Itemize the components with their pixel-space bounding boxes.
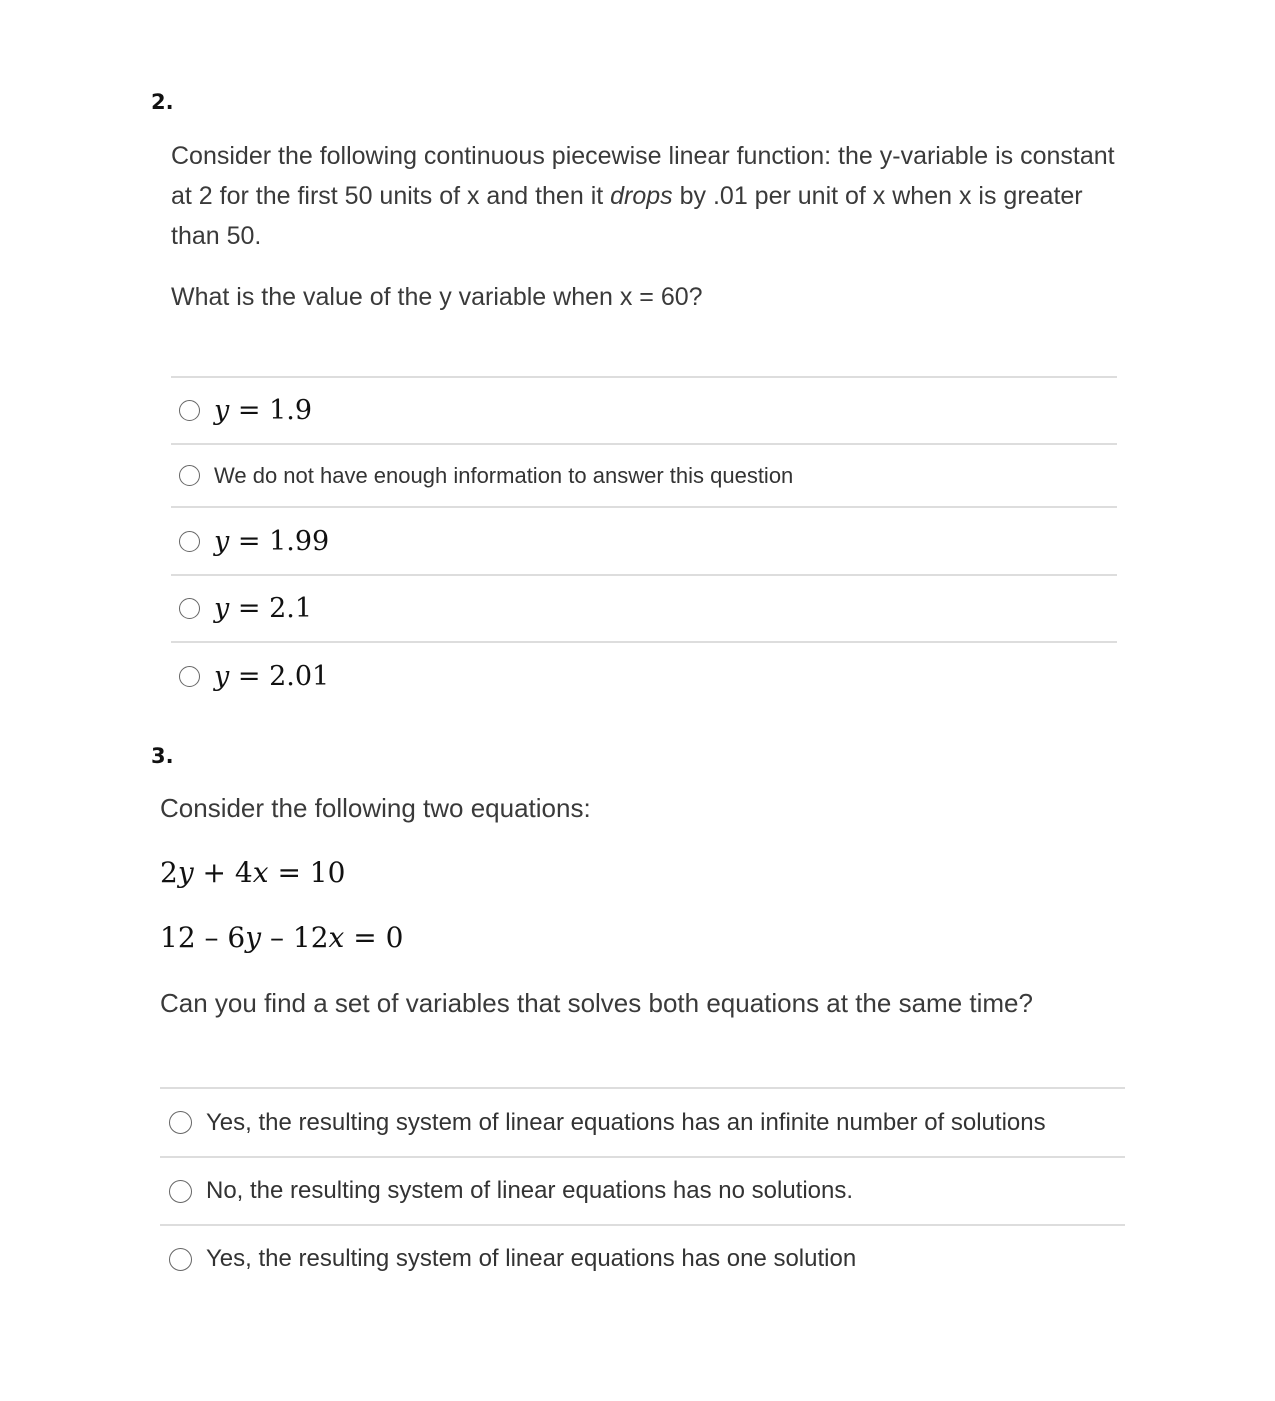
equation-1 xyxy=(160,853,345,893)
question-text: Can you find a set of variables that solves both equations at the same time? xyxy=(160,988,1033,1018)
question-prompt xyxy=(171,136,1121,256)
math-variable: y xyxy=(245,921,262,954)
answer-option[interactable] xyxy=(171,576,1117,643)
math-variable: y xyxy=(214,525,230,557)
prompt-emphasis: drops xyxy=(610,182,673,210)
answer-option[interactable] xyxy=(171,643,1117,709)
answer-option[interactable] xyxy=(171,445,1117,508)
answer-options xyxy=(160,1087,1125,1292)
radio-button[interactable] xyxy=(179,666,200,687)
math-operator: = xyxy=(229,660,270,692)
math-variable: y xyxy=(177,856,194,889)
math-value: 1.99 xyxy=(269,525,330,557)
answer-option[interactable] xyxy=(160,1158,1125,1226)
radio-button[interactable] xyxy=(169,1248,192,1271)
option-label: We do not have enough information to answer this question xyxy=(214,462,794,488)
math-operator: = xyxy=(229,395,270,426)
question-number: 3. xyxy=(151,744,174,768)
coefficient: 4 xyxy=(234,856,253,889)
math-operator: + xyxy=(193,856,235,889)
math-operator: = xyxy=(229,525,270,557)
math-variable: x xyxy=(328,921,345,954)
math-value: 2.01 xyxy=(269,660,330,692)
radio-button[interactable] xyxy=(179,531,200,552)
answer-option[interactable] xyxy=(171,508,1117,576)
option-label: No, the resulting system of linear equations has no solutions. xyxy=(206,1177,854,1204)
equation-rhs: = 10 xyxy=(268,856,346,889)
prompt-text: by .01 per unit of x when x is greater than 50. xyxy=(171,182,1083,250)
option-math xyxy=(214,593,312,624)
math-variable: x xyxy=(252,856,269,889)
option-label: Yes, the resulting system of linear equations has one solution xyxy=(206,1245,857,1272)
math-operator: – 12 xyxy=(261,921,329,954)
coefficient: 12 – 6 xyxy=(160,921,246,954)
equation-rhs: = 0 xyxy=(344,921,404,954)
answer-options xyxy=(171,376,1117,709)
question-number: 2. xyxy=(151,90,174,114)
math-variable: y xyxy=(214,593,230,624)
radio-button[interactable] xyxy=(169,1111,192,1134)
math-variable: y xyxy=(214,395,230,426)
equation-2 xyxy=(160,918,403,958)
answer-option[interactable] xyxy=(160,1089,1125,1158)
radio-button[interactable] xyxy=(179,400,200,421)
coefficient: 2 xyxy=(160,856,178,889)
question-text: What is the value of the y variable when x = 60? xyxy=(171,283,703,311)
option-math xyxy=(214,395,312,426)
math-value: 2.1 xyxy=(269,593,313,624)
answer-option[interactable] xyxy=(171,378,1117,445)
radio-button[interactable] xyxy=(179,465,200,486)
option-math xyxy=(214,661,329,692)
math-variable: y xyxy=(214,660,230,692)
question-intro: Consider the following two equations: xyxy=(160,793,591,823)
prompt-text: Consider the following continuous piecewise linear function: the y-variable is constant at 2 for the first 50 units of x and then it xyxy=(171,142,1115,210)
math-operator: = xyxy=(229,593,270,624)
option-label: Yes, the resulting system of linear equations has an infinite number of solutions xyxy=(206,1108,1046,1136)
answer-option[interactable] xyxy=(160,1226,1125,1292)
math-value: 1.9 xyxy=(269,395,313,426)
radio-button[interactable] xyxy=(179,598,200,619)
option-math xyxy=(214,526,329,557)
radio-button[interactable] xyxy=(169,1180,192,1203)
